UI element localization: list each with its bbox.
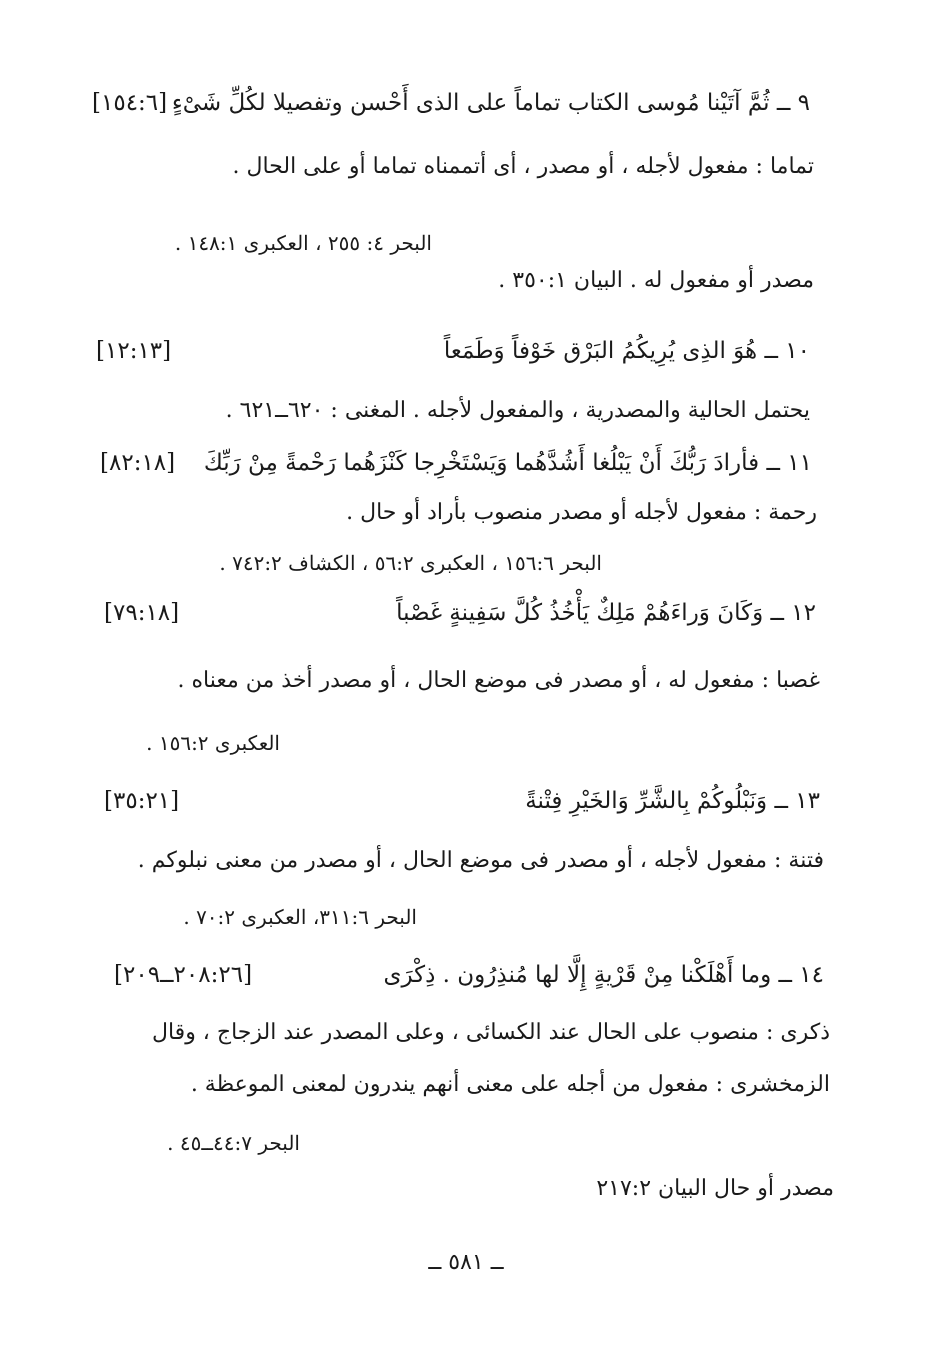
verse-text: ١٢ ــ وَكَانَ وَراءَهُمْ مَلِكٌ يَأْخُذُ كُلَّ سَفِينةٍ غَصْباً <box>396 600 816 626</box>
verse-text: ١٠ ــ هُوَ الذِى يُرِيكُمُ البَرْق خَوْفاً وَطَمَعاً <box>443 338 810 364</box>
explanation-line: فتنة : مفعول لأجله ، أو مصدر فى موضع الحال ، أو مصدر من معنى نبلوكم . <box>137 848 824 873</box>
verse-reference: [١٥٤:٦] <box>92 90 168 116</box>
citation-line: العكبرى ١٥٦:٢ . <box>146 731 280 755</box>
explanation-line: مصدر أو حال البيان ٢١٧:٢ <box>596 1176 834 1201</box>
verse-text: ١١ ــ فأرادَ رَبُّكَ أَنْ يَبْلُغا أَشُدَّهُما وَيَسْتَخْرِجا كَنْزَهُما رَحْمةً مِنْ رَبِّكَ <box>203 450 812 476</box>
explanation-line: غصبا : مفعول له ، أو مصدر فى موضع الحال ، أو مصدر أخذ من معناه . <box>177 668 820 693</box>
verse-reference: [٢٠٨:٢٦ــ٢٠٩] <box>114 962 253 988</box>
verse-14 <box>114 960 824 990</box>
verse-text: ١٤ ــ وما أَهْلَكْنا مِنْ قَرْيةٍ إِلَّا لها مُنذِرُون . ذِكْرَى <box>383 962 824 988</box>
verse-12 <box>104 598 816 628</box>
verse-10 <box>96 336 810 366</box>
citation-line: البحر ٤: ٢٥٥ ، العكبرى ١٤٨:١ . <box>174 231 432 255</box>
explanation-line: ذكرى : منصوب على الحال عند الكسائى ، وعلى المصدر عند الزجاج ، وقال <box>151 1020 830 1045</box>
verse-reference: [٧٩:١٨] <box>104 600 180 626</box>
verse-11 <box>100 448 812 478</box>
page-number: ــ ٥٨١ ــ <box>428 1250 504 1275</box>
citation-line: البحر ٣١١:٦، العكبرى ٧٠:٢ . <box>183 905 417 929</box>
explanation-line: مصدر أو مفعول له . البيان ٣٥٠:١ . <box>498 268 814 293</box>
verse-text: ١٣ ــ وَنَبْلُوكُمْ بِالشَّرِّ وَالخَيْرِ فِتْنةً <box>525 788 820 814</box>
citation-line: البحر ٤٤:٧ــ٤٥ . <box>167 1131 300 1155</box>
explanation-line: رحمة : مفعول لأجله أو مصدر منصوب بأراد أو حال . <box>346 500 817 525</box>
verse-13 <box>104 786 820 816</box>
verse-reference: [٨٢:١٨] <box>100 450 176 476</box>
citation-line: البحر ١٥٦:٦ ، العكبرى ٥٦:٢ ، الكشاف ٧٤٢:٢ . <box>219 551 602 575</box>
verse-text: ٩ ــ ثُمَّ آتَيْنا مُوسى الكتاب تماماً على الذى أَحْسن وتفصيلا لكُلِّ شَىْءٍ <box>171 90 810 116</box>
explanation-line: الزمخشرى : مفعول من أجله على معنى أنهم يندرون لمعنى الموعظة . <box>190 1072 830 1097</box>
explanation-line: تماما : مفعول لأجله ، أو مصدر ، أى أتممناه تماما أو على الحال . <box>232 154 814 179</box>
explanation-line: يحتمل الحالية والمصدرية ، والمفعول لأجله . المغنى : ٦٢٠ــ٦٢١ . <box>225 398 810 423</box>
verse-reference: [١٢:١٣] <box>96 338 172 364</box>
verse-reference: [٣٥:٢١] <box>104 788 180 814</box>
verse-9 <box>92 88 810 118</box>
